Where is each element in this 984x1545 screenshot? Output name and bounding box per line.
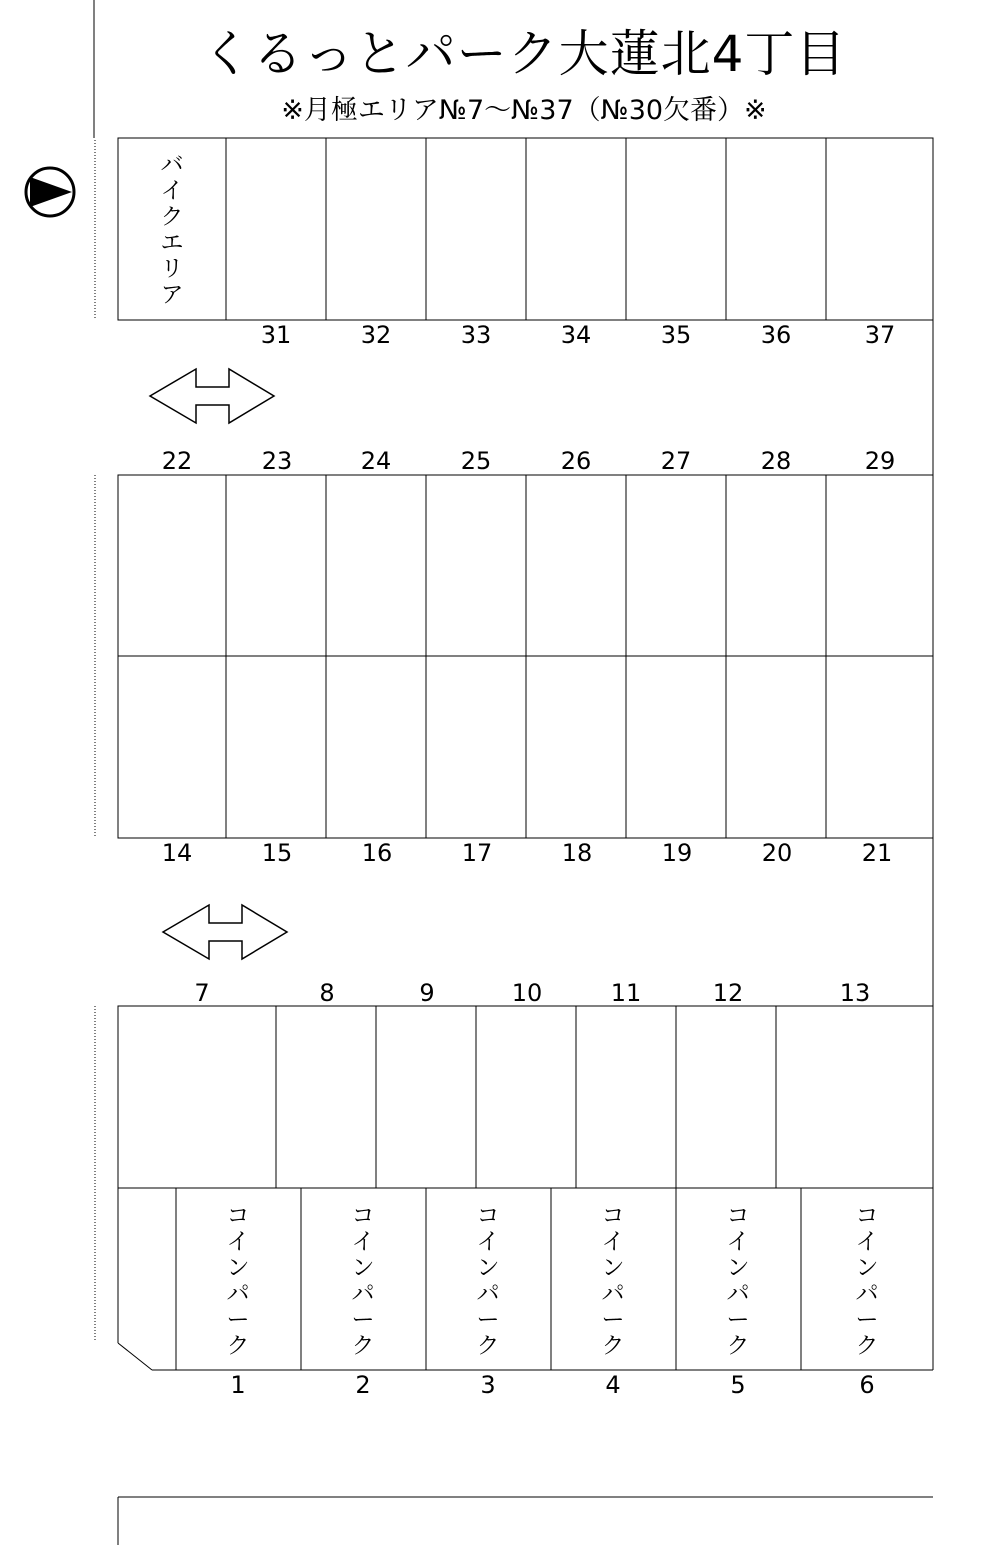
space-number-19: 19 [661, 839, 693, 867]
space-number-16: 16 [361, 839, 393, 867]
row-7-13 [118, 1006, 933, 1188]
space-number-9: 9 [419, 979, 435, 1007]
space-number-6: 6 [859, 1371, 875, 1399]
double-arrow-icon [163, 905, 287, 959]
coin-park-label: コ イ ン パ ー ク [601, 1203, 625, 1359]
coin-park-label: コ イ ン パ ー ク [855, 1203, 879, 1359]
space-number-5: 5 [730, 1371, 746, 1399]
coin-park-label: コ イ ン パ ー ク [226, 1203, 250, 1359]
page-subtitle: ※月極エリア№7～№37（№30欠番）※ [281, 95, 767, 126]
space-number-37: 37 [864, 321, 896, 349]
space-number-15: 15 [261, 839, 293, 867]
space-number-17: 17 [461, 839, 493, 867]
row-14-29 [118, 475, 933, 838]
space-number-8: 8 [319, 979, 335, 1007]
space-number-24: 24 [360, 447, 392, 475]
row-31-37 [118, 138, 933, 320]
bike-area-label: バ イ ク エ リ ア [160, 152, 184, 308]
space-number-3: 3 [480, 1371, 496, 1399]
space-number-11: 11 [610, 979, 642, 1007]
space-number-2: 2 [355, 1371, 371, 1399]
space-number-33: 33 [460, 321, 492, 349]
space-number-28: 28 [760, 447, 792, 475]
space-number-27: 27 [660, 447, 692, 475]
space-number-10: 10 [511, 979, 543, 1007]
coin-park-label: コ イ ン パ ー ク [476, 1203, 500, 1359]
space-number-21: 21 [861, 839, 893, 867]
space-number-14: 14 [161, 839, 193, 867]
space-number-18: 18 [561, 839, 593, 867]
space-number-13: 13 [839, 979, 871, 1007]
space-number-25: 25 [460, 447, 492, 475]
double-arrow-icon [150, 369, 274, 423]
space-number-4: 4 [605, 1371, 621, 1399]
space-number-12: 12 [712, 979, 744, 1007]
space-number-22: 22 [161, 447, 193, 475]
page-title: くるっとパーク大蓮北4丁目 [201, 25, 847, 83]
space-number-23: 23 [261, 447, 293, 475]
space-number-7: 7 [194, 979, 210, 1007]
space-number-29: 29 [864, 447, 896, 475]
coin-park-label: コ イ ン パ ー ク [726, 1203, 750, 1359]
space-number-35: 35 [660, 321, 692, 349]
compass-letter: N [66, 194, 72, 202]
space-number-20: 20 [761, 839, 793, 867]
space-number-34: 34 [560, 321, 592, 349]
space-number-36: 36 [760, 321, 792, 349]
space-number-26: 26 [560, 447, 592, 475]
space-number-32: 32 [360, 321, 392, 349]
coin-park-label: コ イ ン パ ー ク [351, 1203, 375, 1359]
space-number-31: 31 [260, 321, 292, 349]
north-arrow-icon [26, 168, 74, 216]
space-number-1: 1 [230, 1371, 246, 1399]
